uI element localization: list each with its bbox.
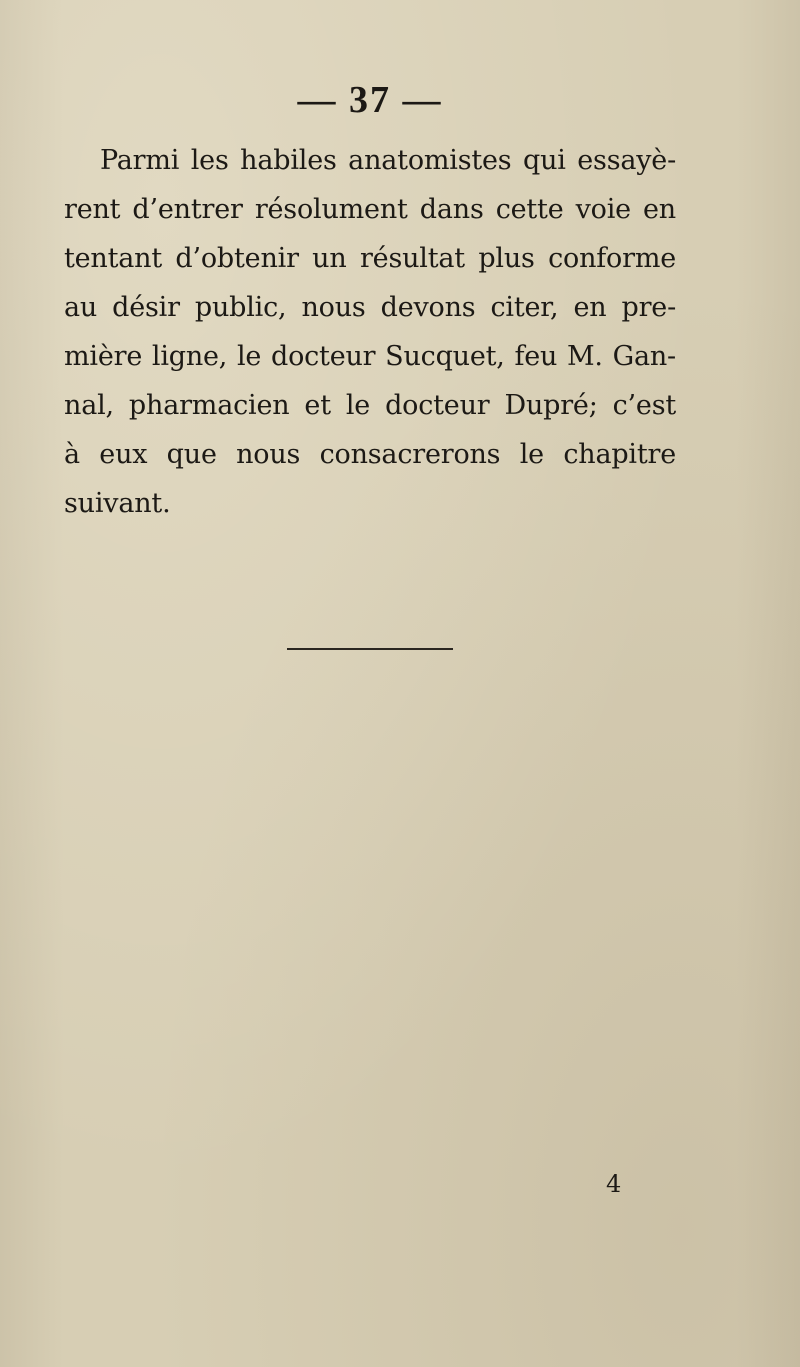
paragraph-line: mière ligne, le docteur Sucquet, feu M. Gan- (64, 341, 676, 372)
paragraph-line: suivant. (64, 488, 171, 519)
section-divider-rule (287, 648, 453, 650)
paragraph-line: au désir public, nous devons citer, en pre- (64, 292, 676, 323)
paragraph-line: nal, pharmacien et le docteur Dupré; c’est (64, 390, 676, 421)
signature-mark: 4 (606, 1170, 622, 1198)
paragraph-line: Parmi les habiles anatomistes qui essayè- (100, 145, 676, 176)
paragraph-line: rent d’entrer résolument dans cette voie en (64, 194, 676, 225)
paragraph-line: à eux que nous consacrerons le chapitre (64, 439, 676, 470)
paragraph-line: tentant d’obtenir un résultat plus conforme (64, 243, 676, 274)
body-paragraph (64, 136, 676, 528)
page-number: — 37 — (297, 79, 443, 121)
